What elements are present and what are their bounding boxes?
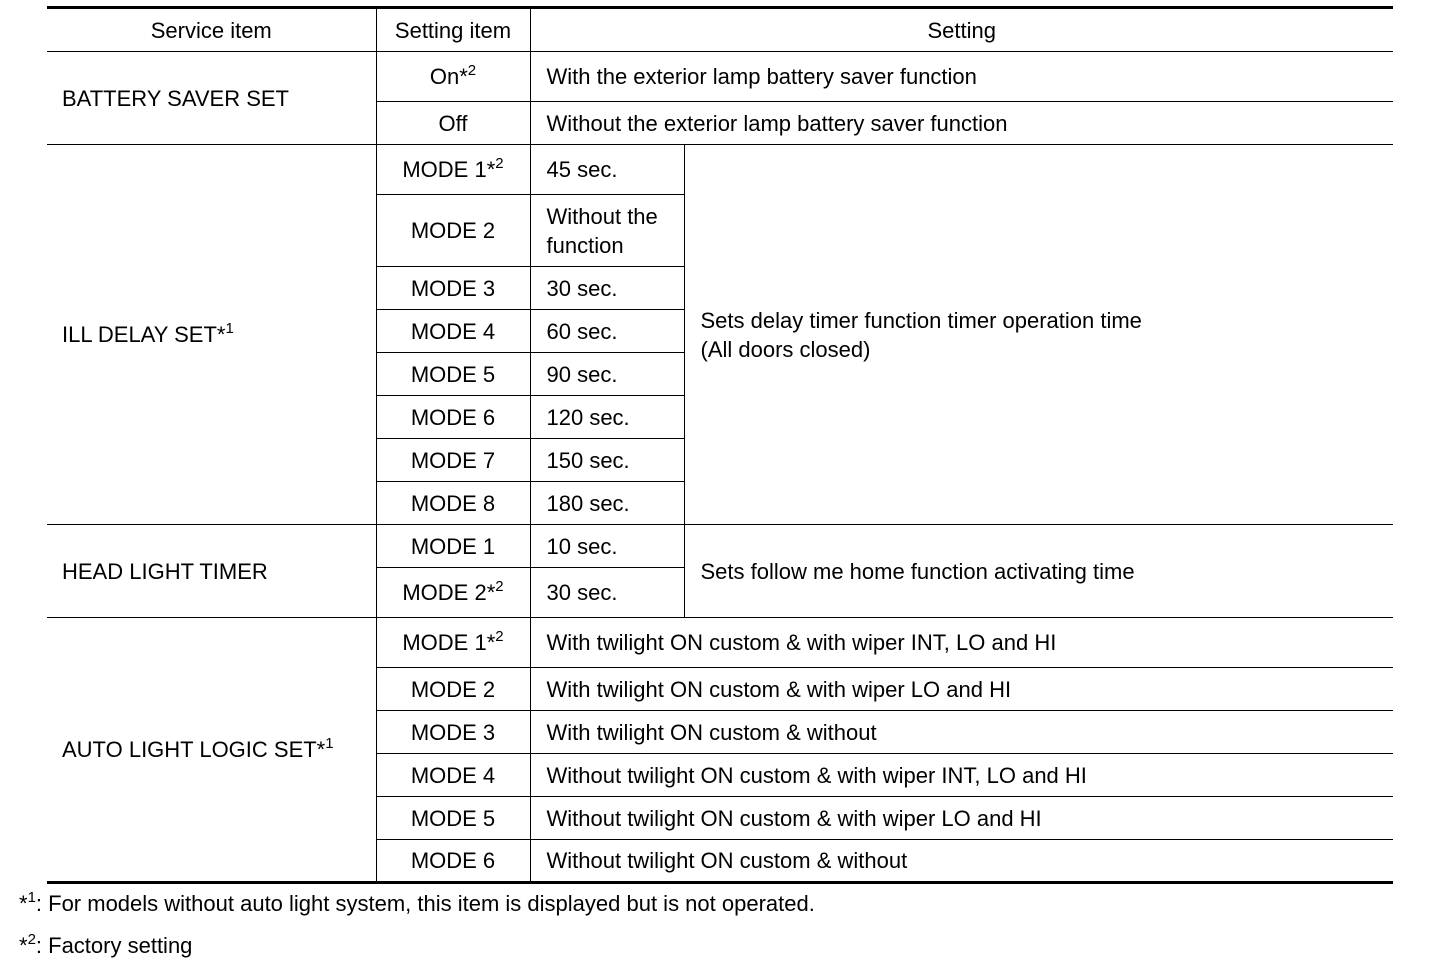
- setting-item: MODE 2*$^2$: [376, 568, 530, 618]
- service-ill-delay: ILL DELAY SET*$^1$: [47, 145, 376, 525]
- service-auto-light-logic: AUTO LIGHT LOGIC SET*$^1$: [47, 618, 376, 883]
- setting-value: Without the exterior lamp battery saver function: [530, 102, 1393, 145]
- setting-value: 90 sec.: [530, 353, 684, 396]
- table-row: [47, 145, 1393, 195]
- setting-value: 180 sec.: [530, 482, 684, 525]
- setting-value: With twilight ON custom & with wiper INT, LO and HI: [530, 618, 1393, 668]
- setting-item: MODE 1*$^2$: [376, 145, 530, 195]
- header-setting-item: Setting item: [376, 8, 530, 52]
- ill-delay-description: Sets delay timer function timer operation time (All doors closed): [684, 145, 1393, 525]
- setting-value: Without the function: [530, 195, 684, 267]
- setting-value: 30 sec.: [530, 568, 684, 618]
- setting-item: MODE 1*$^2$: [376, 618, 530, 668]
- setting-item: MODE 2: [376, 668, 530, 711]
- setting-value: Without twilight ON custom & without: [530, 840, 1393, 883]
- setting-value: 60 sec.: [530, 310, 684, 353]
- setting-value: 30 sec.: [530, 267, 684, 310]
- header-service-item: Service item: [47, 8, 376, 52]
- header-setting: Setting: [530, 8, 1393, 52]
- setting-value: With the exterior lamp battery saver function: [530, 52, 1393, 102]
- setting-item: MODE 4: [376, 754, 530, 797]
- service-settings-table: [47, 6, 1393, 884]
- table-row: [47, 525, 1393, 568]
- setting-item: MODE 5: [376, 353, 530, 396]
- head-light-description: Sets follow me home function activating time: [684, 525, 1393, 618]
- setting-value: With twilight ON custom & with wiper LO and HI: [530, 668, 1393, 711]
- setting-item: MODE 4: [376, 310, 530, 353]
- setting-value: 45 sec.: [530, 145, 684, 195]
- service-head-light-timer: HEAD LIGHT TIMER: [47, 525, 376, 618]
- setting-item: MODE 3: [376, 711, 530, 754]
- header-row: [47, 8, 1393, 52]
- setting-item: MODE 3: [376, 267, 530, 310]
- setting-item: MODE 6: [376, 396, 530, 439]
- setting-value: 150 sec.: [530, 439, 684, 482]
- table-row: [47, 618, 1393, 668]
- setting-value: Without twilight ON custom & with wiper LO and HI: [530, 797, 1393, 840]
- setting-item: MODE 6: [376, 840, 530, 883]
- setting-value: 10 sec.: [530, 525, 684, 568]
- setting-item: MODE 2: [376, 195, 530, 267]
- setting-item: MODE 7: [376, 439, 530, 482]
- setting-value: Without twilight ON custom & with wiper INT, LO and HI: [530, 754, 1393, 797]
- setting-item: MODE 5: [376, 797, 530, 840]
- footnote-2: *$^2$: Factory setting: [19, 931, 193, 958]
- setting-item: Off: [376, 102, 530, 145]
- service-battery-saver: BATTERY SAVER SET: [47, 52, 376, 145]
- setting-item: MODE 1: [376, 525, 530, 568]
- table-row: [47, 52, 1393, 102]
- setting-value: 120 sec.: [530, 396, 684, 439]
- footnote-1: *$^1$: For models without auto light system, this item is displayed but is not operated.: [19, 889, 815, 916]
- setting-item: MODE 8: [376, 482, 530, 525]
- setting-value: With twilight ON custom & without: [530, 711, 1393, 754]
- setting-item: On*$^2$: [376, 52, 530, 102]
